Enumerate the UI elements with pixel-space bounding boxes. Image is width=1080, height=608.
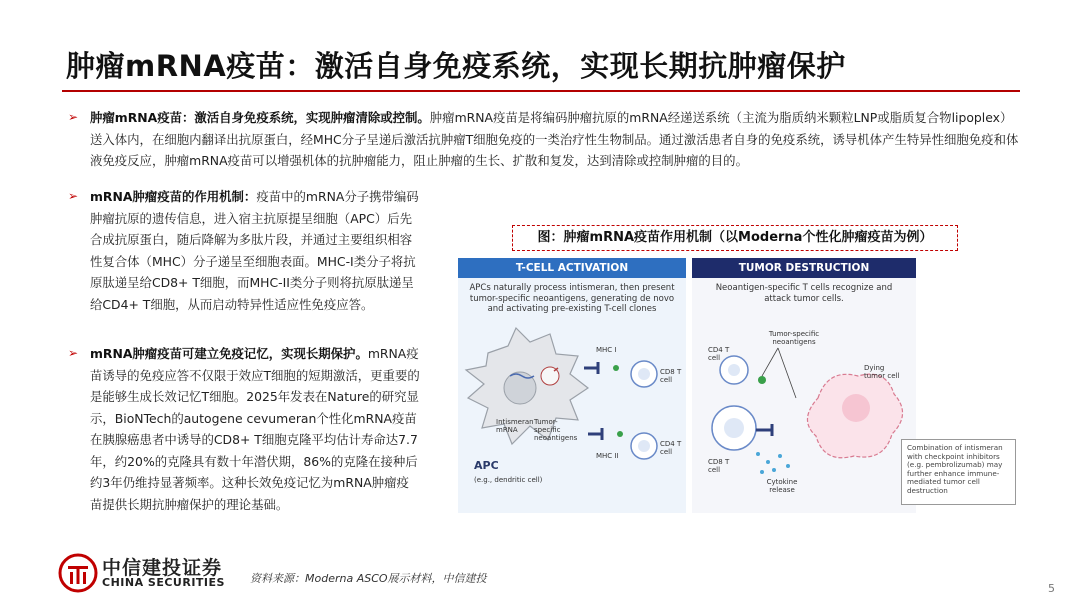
checkpoint-note: Combination of intismeran with checkpoint inhibitors (e.g. pembrolizumab) may further enhance immune-mediated tumor cell destruction: [901, 439, 1016, 505]
tumor-neoantigens-right-label: Tumor-specific neoantigens: [768, 330, 820, 346]
left-panel-text: APCs naturally process intismeran, then present tumor-specific neoantigens, generating de novo and activating pre-existing T-cell clones: [469, 283, 675, 314]
figure-caption: 图：肿瘤mRNA疫苗作用机制（以Moderna个性化肿瘤疫苗为例）: [512, 225, 958, 251]
apc-sublabel: (e.g., dendritic cell): [474, 476, 543, 484]
t-cell-activation-header: T-CELL ACTIVATION: [458, 258, 686, 278]
logo-chinese-text: 中信建投证券: [102, 557, 223, 579]
cd8-left-label: CD8 T cell: [660, 368, 682, 384]
apc-label: APC: [474, 459, 499, 472]
page-number: 5: [1048, 582, 1055, 595]
bullet-heading: 肿瘤mRNA疫苗：激活自身免疫系统，实现肿瘤清除或控制。: [90, 110, 430, 125]
page-title: 肿瘤mRNA疫苗：激活自身免疫系统，实现长期抗肿瘤保护: [66, 49, 846, 83]
mhc1-label: MHC I: [596, 346, 617, 354]
title-divider: [62, 90, 1020, 92]
bullet-memory: [90, 343, 420, 515]
bullet-heading: mRNA肿瘤疫苗可建立免疫记忆，实现长期保护。: [90, 346, 368, 361]
right-panel-text: Neoantigen-specific T cells recognize and attack tumor cells.: [715, 283, 893, 304]
bullet-body: 肿瘤mRNA疫苗是将编码肿瘤抗原的mRNA经递送系统（主流为脂质纳米颗粒LNP或脂质复合物lipoplex）送入体内，在细胞内翻译出抗原蛋白，经MHC分子呈递后激活抗肿瘤T细胞免疫的一类治疗性生物制品。通过激活患者自身的免疫系统，诱导机体产生特异性细胞免疫和体液免疫反应，肿瘤mRNA疫苗可以增强机体的抗肿瘤能力，阻止肿瘤的生长、扩散和复发，达到清除或控制肿瘤的目的。: [90, 110, 1019, 168]
arrow-bullet-icon: ➢: [68, 189, 79, 203]
arrow-bullet-icon: ➢: [68, 346, 79, 360]
cd4-right-label: CD4 T cell: [708, 346, 730, 362]
cd8-right-label: CD8 T cell: [708, 458, 730, 474]
logo-english-text: CHINA SECURITIES: [102, 576, 225, 589]
bullet-mechanism: [90, 186, 420, 315]
intismeran-label: Intismeran mRNA: [496, 418, 534, 434]
cd4-left-label: CD4 T cell: [660, 440, 682, 456]
dying-tumor-cell-label: Dying tumor cell: [864, 364, 900, 380]
arrow-bullet-icon: ➢: [68, 110, 79, 124]
mhc2-label: MHC II: [596, 452, 619, 460]
bullet-body: mRNA疫苗诱导的免疫应答不仅限于效应T细胞的短期激活，更重要的是能够生成长效记忆T细胞。2025年发表在Nature的研究显示，BioNTech的autogene cevumeran个性化mRNA疫苗在胰腺癌患者中诱导的CD8+ T细胞克隆平均估计寿命达7.7年，约20%的克隆具有数十年潜伏期，86%的克隆在接种后约3年仍维持显著频率。这种长效免疫记忆为mRNA肿瘤疫苗提供长期抗肿瘤保护的理论基础。: [90, 346, 420, 512]
citic-logo-icon: [58, 553, 98, 593]
tumor-destruction-header: TUMOR DESTRUCTION: [692, 258, 916, 278]
mechanism-figure: [458, 258, 1018, 513]
cytokine-release-label: Cytokine release: [766, 478, 798, 494]
company-logo: [58, 551, 248, 595]
bullet-heading: mRNA肿瘤疫苗的作用机制：: [90, 189, 257, 204]
bullet-overview: [90, 107, 1022, 172]
bullet-body: 疫苗中的mRNA分子携带编码肿瘤抗原的遗传信息，进入宿主抗原提呈细胞（APC）后先合成抗原蛋白，随后降解为多肽片段，并通过主要组织相容性复合体（MHC）分子递呈至细胞表面。MHC-I类分子将抗原肽递呈给CD8+ T细胞，而MHC-II类分子则将抗原肽递呈给CD4+ T细胞，从而启动特异性适应性免疫应答。: [90, 189, 419, 312]
source-note: 资料来源：Moderna ASCO展示材料，中信建投: [250, 572, 487, 585]
tumor-neoantigens-label: Tumor-specific neoantigens: [534, 418, 578, 442]
